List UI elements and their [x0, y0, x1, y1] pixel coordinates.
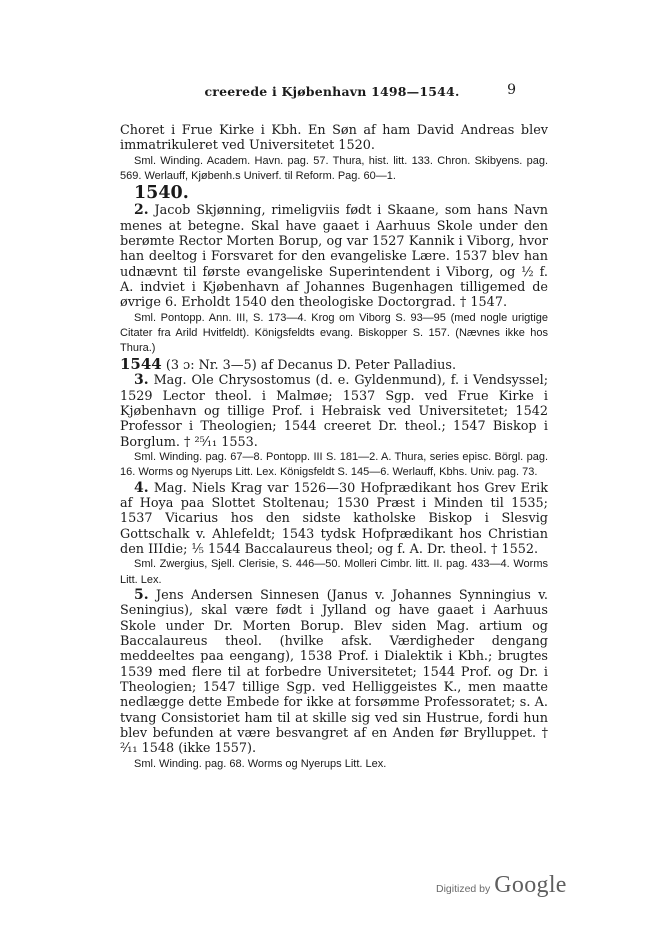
entry-paragraph: 2. Jacob Skjønning, rimeligviis født i Skaane, som hans Navn menes at betegne. Skal have gaaet i Aarhuus Skole under den berømte Rector Morten Borup, og var 1527 Kannik i Viborg, hvor han deeltog i Forsvaret for den evangeliske Lære. 1537 blev han udnævnt til første evangeliske Superintendent i Viborg, og ½ f. A. indviet i Kjøbenhavn af Johannes Bugenhagen tilligemed de øvrige 6. Erholdt 1540 den theologiske Doctorgrad. † 1547.	[120, 202, 548, 311]
citation-note: Sml. Winding. pag. 67—8. Pontopp. III S. 181—2. A. Thura, series episc. Börgl. pag. 16. Worms og Nyerups Litt. Lex. Königsfeldt S. 145—6. Werlauff, Kbhs. Univ. pag. 73.	[120, 450, 548, 479]
citation-note: Sml. Winding. Academ. Havn. pag. 57. Thura, hist. litt. 133. Chron. Skibyens. pag. 569. Werlauff, Kjøbenh.s Univerf. til Reform. Pag. 60—1.	[120, 154, 548, 183]
citation-note: Sml. Pontopp. Ann. III, S. 173—4. Krog om Viborg S. 93—95 (med nogle urigtige Citater fra Arild Hvitfeldt). Königsfeldts evang. Biskopper S. 157. (Nævnes ikke hos Thura.)	[120, 311, 548, 355]
entry-paragraph: 4. Mag. Niels Krag var 1526—30 Hofprædikant hos Grev Erik af Hoya paa Slottet Stoltenau; 1530 Præst i Minden til 1535; 1537 Vicarius hos den sidste katholske Biskop i Slesvig Gottschalk v. Ahlefeldt; 1543 tydsk Hofprædikant hos Christian den IIIdie; ⅕ 1544 Baccalaureus theol; og f. A. Dr. theol. † 1552.	[120, 479, 548, 557]
page-number: 9	[507, 82, 516, 98]
entry-paragraph: 3. Mag. Ole Chrysostomus (d. e. Gyldenmund), f. i Vendsyssel; 1529 Lector theol. i Malmøe; 1537 Sgp. ved Frue Kirke i Kjøbenhavn og tillige Prof. i Hebraisk ved Universitetet; 1542 Professor i Theologien; 1544 creeret Dr. theol.; 1547 Biskop i Borglum. † ²⁵⁄₁₁ 1553.	[120, 372, 549, 450]
running-head: creerede i Kjøbenhavn 1498—1544.	[204, 84, 460, 99]
entry-number: 5.	[134, 586, 149, 603]
year-inline: 1544	[120, 354, 162, 373]
citation-note: Sml. Zwergius, Sjell. Clerisie, S. 446—50. Molleri Cimbr. litt. II. pag. 433—4. Worms Litt. Lex.	[120, 558, 548, 586]
paragraph-continuation: Choret i Frue Kirke i Kbh. En Søn af ham David Andreas blev immatrikuleret ved Universitetet 1520.	[120, 123, 548, 154]
year-entry-line: 1544 (3 ɔ: Nr. 3—5) af Decanus D. Peter Palladius.	[120, 354, 457, 373]
citation-note: Sml. Winding. pag. 68. Worms og Nyerups Litt. Lex.	[134, 757, 387, 770]
entry-number: 3.	[134, 372, 149, 389]
year-heading: 1540.	[134, 183, 189, 204]
digitized-by-google-watermark	[436, 872, 567, 898]
text-block	[120, 123, 548, 772]
digitized-label: Digitized by	[436, 883, 491, 895]
entry-paragraph: 5. Jens Andersen Sinnesen (Janus v. Johannes Synningius v. Seningius), skal være født i Jylland og have gaaet i Aarhuus Skole under Dr. Morten Borup. Blev siden Mag. artium og Baccalaureus theol. (hvilke afsk. Værdigheder dengang meddeeltes paa eengang), 1538 Prof. i Dialektik i Kbh.; brugtes 1539 med flere til at forbedre Universitetet; 1544 Prof. og Dr. i Theologien; 1547 tillige Sgp. ved Helliggeistes K., men maatte nedlægge dette Embede for ikke at forsømme Professoratet; s. A. tvang Consistoriet ham til at skille sig ved sin Hustrue, fordi hun blev befunden at være besvangret af en Anden før Brylluppet. † ²⁄₁₁ 1548 (ikke 1557).	[120, 586, 548, 757]
google-logo: Google	[494, 872, 567, 898]
entry-number: 2.	[134, 202, 149, 219]
entry-number: 4.	[134, 479, 149, 496]
